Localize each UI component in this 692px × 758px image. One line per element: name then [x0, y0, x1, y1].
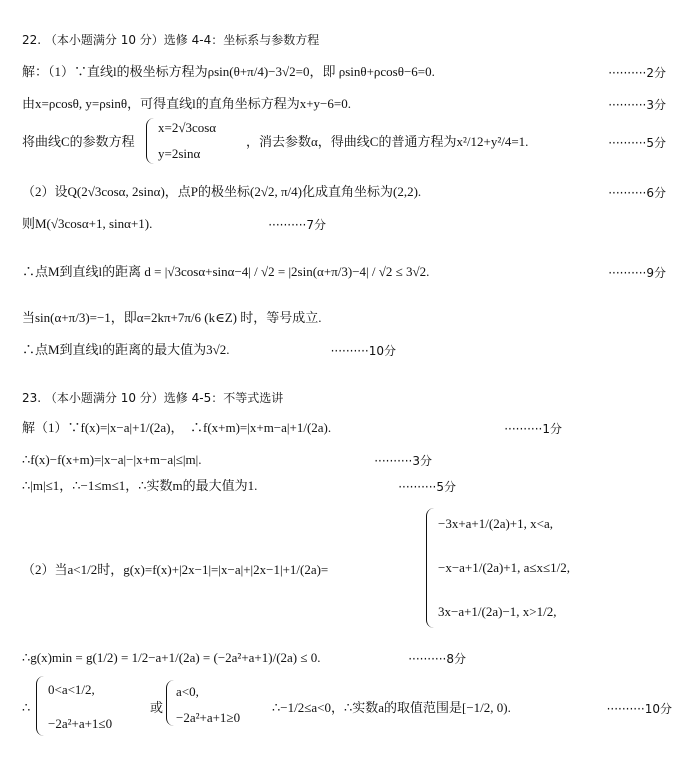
q23-system2-eq1: a<0,: [176, 684, 199, 699]
q22-system-brace: [146, 118, 155, 164]
q23-therefore-sign: ∴: [22, 700, 31, 715]
q23-case2: −x−a+1/(2a)+1, a≤x≤1/2,: [438, 560, 571, 575]
q23-case3: 3x−a+1/(2a)−1, x>1/2,: [438, 604, 557, 619]
q22-line4: （2）设Q(2√3cosα, 2sinα)，点P的极坐标(2√2, π/4)化成直角坐标为(2,2).: [22, 184, 422, 199]
q23-or-word: 或: [150, 700, 164, 715]
q22-line7: 当sin(α+π/3)=−1，即α=2kπ+7π/6 (k∈Z) 时，等号成立.: [22, 310, 322, 325]
q23-piecewise-brace: [426, 508, 435, 628]
q22-line6: ∴点M到直线l的距离 d = |√3cosα+sinα−4| / √2 = |2sin(α+π/3)−4| / √2 ≤ 3√2.: [22, 264, 430, 279]
q23-system1-brace: [36, 676, 45, 736]
q23-system2-brace: [166, 680, 175, 726]
q22-line6-score: ··········9分: [608, 266, 666, 280]
q23-system1-eq2: −2a²+a+1≤0: [48, 716, 113, 731]
q23-line2: ∴f(x)−f(x+m)=|x−a|−|x+m−a|≤|m|.: [22, 452, 202, 467]
q22-line4-score: ··········6分: [608, 186, 666, 200]
q23-line6-tail: ∴−1/2≤a<0，∴实数a的取值范围是[−1/2, 0).: [272, 700, 511, 715]
q22-line8: ∴点M到直线l的距离的最大值为3√2.: [22, 342, 230, 357]
q23-line1-score: ··········1分: [504, 422, 562, 436]
q23-line6-score: ··········10分: [606, 702, 672, 716]
q23-line2-score: ··········3分: [374, 454, 432, 468]
q23-line5: ∴g(x)min = g(1/2) = 1/2−a+1/(2a) = (−2a²+a+1)/(2a) ≤ 0.: [22, 650, 321, 665]
q22-line3-score: ··········5分: [608, 136, 666, 150]
q22-line3-rest: ，消去参数α，得曲线C的普通方程为x²/12+y²/4=1.: [246, 134, 529, 149]
q22-line1: 解：（1）∵直线l的极坐标方程为ρsin(θ+π/4)−3√2=0，即 ρsinθ+ρcosθ−6=0.: [22, 64, 435, 79]
q22-system-eq1: x=2√3cosα: [158, 120, 217, 135]
q22-line2-score: ··········3分: [608, 98, 666, 112]
q22-line5: 则M(√3cosα+1, sinα+1).: [22, 216, 153, 231]
q22-title: 22. （本小题满分 10 分）选修 4-4：坐标系与参数方程: [22, 33, 320, 47]
q23-system2-eq2: −2a²+a+1≥0: [176, 710, 241, 725]
q22-line5-score: ··········7分: [268, 218, 326, 232]
q23-title: 23. （本小题满分 10 分）选修 4-5：不等式选讲: [22, 391, 284, 405]
q22-line8-score: ··········10分: [330, 344, 396, 358]
q22-system-eq2: y=2sinα: [158, 146, 201, 161]
q23-line1: 解（1）∵f(x)=|x−a|+1/(2a)， ∴f(x+m)=|x+m−a|+1/(2a).: [22, 420, 332, 435]
q23-line5-score: ··········8分: [408, 652, 466, 666]
q22-line1-score: ··········2分: [608, 66, 666, 80]
q23-line4: （2）当a<1/2时，g(x)=f(x)+|2x−1|=|x−a|+|2x−1|+1/(2a)=: [22, 562, 329, 577]
q22-line3-intro: 将曲线C的参数方程: [22, 134, 135, 149]
q23-case1: −3x+a+1/(2a)+1, x<a,: [438, 516, 553, 531]
q23-system1-eq1: 0<a<1/2,: [48, 682, 95, 697]
q22-line2: 由x=ρcosθ, y=ρsinθ，可得直线l的直角坐标方程为x+y−6=0.: [22, 96, 351, 111]
q23-line3: ∴|m|≤1，∴−1≤m≤1，∴实数m的最大值为1.: [22, 478, 258, 493]
q23-line3-score: ··········5分: [398, 480, 456, 494]
